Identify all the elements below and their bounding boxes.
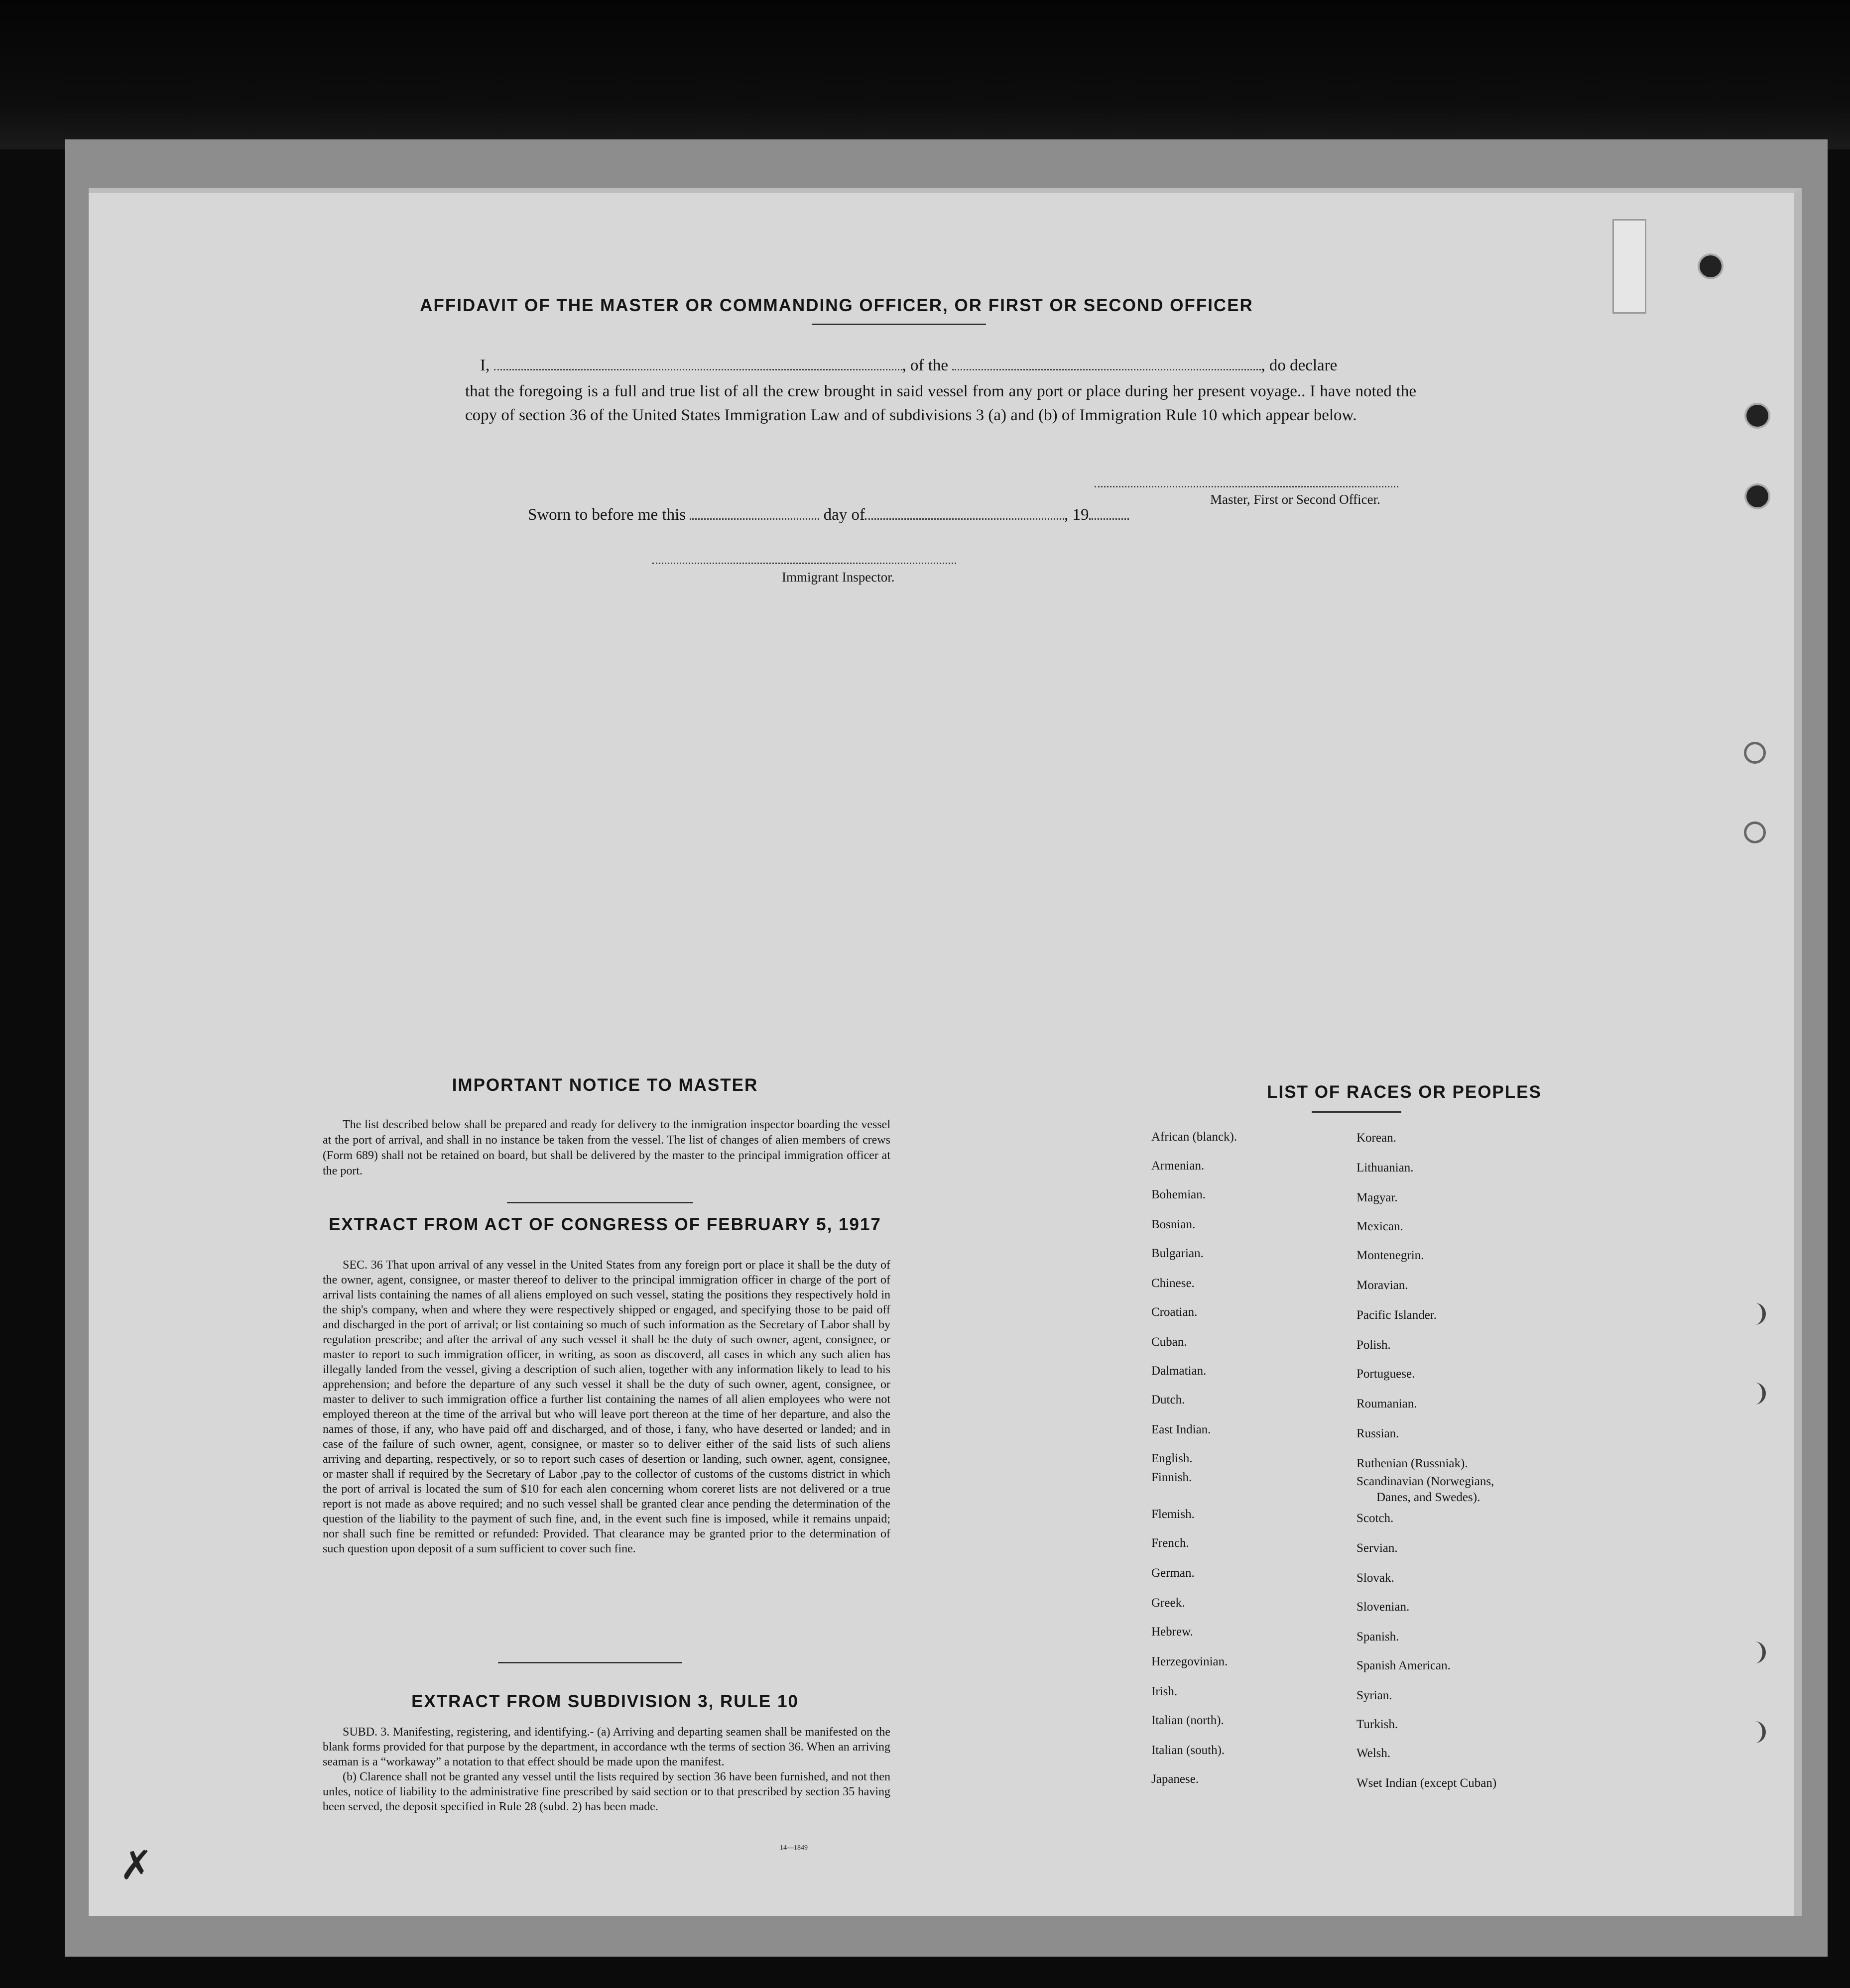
inspector-signature-blank[interactable]: [652, 563, 956, 564]
punch-hole: [1746, 405, 1768, 427]
race-item: Chinese.: [1151, 1277, 1195, 1290]
notice-body: The list described below shall be prepared and ready for delivery to the inmigration inspector boarding the vessel at the port of arrival, and shall in no instance be taken from the vessel. The list of changes of alien members of crews (Form 689) shall not be retained on board, but shall be delivered by the master to the principal immigration officer at the port.: [323, 1118, 890, 1177]
document-sheet: [89, 188, 1802, 1916]
race-item: Bosnian.: [1151, 1218, 1196, 1231]
punch-hole: [1700, 255, 1722, 277]
notice-title: IMPORTANT NOTICE TO MASTER: [452, 1075, 758, 1095]
race-item: Armenian.: [1151, 1159, 1205, 1172]
section-rule: [1312, 1111, 1401, 1113]
race-item: Hebrew.: [1151, 1625, 1193, 1638]
title-rule: [812, 324, 986, 325]
declaration-body: that the foregoing is a full and true list of all the crew brought in said vessel from any port or place during her present voyage.. I have noted the copy of section 36 of the United States Immigration Law and of subdivisions 3 (a) and (b) of Immigration Rule 10 which appear below.: [465, 382, 1416, 424]
sworn-year-blank[interactable]: [1089, 506, 1129, 520]
race-item: Roumanian.: [1357, 1397, 1417, 1410]
declarant-name-blank[interactable]: [494, 357, 902, 370]
vessel-name-blank[interactable]: [952, 357, 1261, 370]
race-item: Bulgarian.: [1151, 1247, 1204, 1260]
rule-extract-title: EXTRACT FROM SUBDIVISION 3, RULE 10: [411, 1692, 799, 1711]
sworn-prefix: Sworn to before me this: [528, 506, 686, 524]
section-rule: [507, 1202, 693, 1203]
race-item: Croatian.: [1151, 1305, 1198, 1319]
race-item: Ruthenian (Russniak).: [1357, 1457, 1468, 1470]
race-item: Scandinavian (Norwegians,: [1357, 1475, 1494, 1488]
sworn-day-blank[interactable]: [690, 506, 819, 520]
section-rule: [498, 1662, 682, 1663]
sworn-line: [528, 503, 1129, 527]
affidavit-title: AFFIDAVIT OF THE MASTER OR COMMANDING OFFICER, OR FIRST OR SECOND OFFICER: [420, 296, 1253, 315]
race-item: Mexican.: [1357, 1220, 1403, 1233]
race-item: Polish.: [1357, 1338, 1391, 1352]
race-item: Lithuanian.: [1357, 1161, 1414, 1174]
inspector-label: Immigrant Inspector.: [782, 570, 895, 585]
race-item: Irish.: [1151, 1685, 1178, 1698]
race-item: Japanese.: [1151, 1772, 1199, 1786]
race-item: East Indian.: [1151, 1423, 1211, 1436]
sworn-mid: day of: [823, 506, 865, 524]
signature-blank[interactable]: [1095, 486, 1398, 487]
scan-background: [0, 0, 1850, 149]
race-item: Scotch.: [1357, 1512, 1394, 1525]
race-item: Finnish.: [1151, 1471, 1192, 1484]
race-item: Flemish.: [1151, 1508, 1195, 1521]
punch-hole: [1744, 1303, 1766, 1325]
punch-hole: [1744, 1383, 1766, 1404]
race-item: Russian.: [1357, 1427, 1399, 1440]
act-extract-body: SEC. 36 That upon arrival of any vessel in the United States from any foreign port or place it shall be the duty of the owner, agent, consignee, or master thereof to deliver to the principal immigration officer in charge of the port of arrival lists containing the names of all aliens employed on such vessel, stating the positions they respectively hold in the ship's company, when and where they were respectively shipped or engaged, and specifying those to be paid off and discharged in the port of arrival; or list containing so much of such information as the Secretary of Labor shall by regulation prescribe; and after the arrival of any such vessel it shall be the duty of such owner, agent, consignee, or master to report to such immigration officer, in writing, as soon as discoverd, all cases in which any such alien has illegally landed from the vessel, giving a description of such alien, together with any information likely to lead to his apprehension; and before the departure of any such vessel it shall be the duty of such owner, agent, consignee, or master to deliver to such immigration office a further list containing the names of all alien employees who were not employed thereon at the time of the arrival but who will leave port thereon at the time of her departure, and also the names of those, if any, who have paid off and discharged, and of those, i fany, who have deserted or landed; and in case of the failure of such owner, agent, consignee, or master so to deliver either of the said lists of such aliens arriving and departing, respectively, or so to report such cases of desertion or landing, such owner, agent, consignee, or master shall if required by the Secretary of Labor ,pay to the collector of customs of the customs district in which the port of arrival is located the sum of $10 for each alen concerning whom coreret lists are not delivered or a true report is not made as above required; and no such vessel shall be granted clear ance pending the determination of the question of the liability to the payment of such fine, and, in the event such fine is imposed, while it remains unpaid; nor shall such fine be remitted or refunded: Provided. That clearance may be granted prior to the determination of such question upon deposit of a sum sufficient to cover such fine.: [323, 1259, 890, 1555]
punch-hole: [1744, 742, 1766, 764]
punch-hole: [1746, 485, 1768, 507]
handwritten-mark: ✗: [120, 1842, 153, 1888]
race-item: Syrian.: [1357, 1689, 1392, 1702]
race-item: Italian (north).: [1151, 1714, 1224, 1727]
race-item: Turkish.: [1357, 1718, 1398, 1731]
race-item: Slovak.: [1357, 1571, 1394, 1585]
act-extract-title: EXTRACT FROM ACT OF CONGRESS OF FEBRUARY 5, 1917: [329, 1215, 881, 1234]
rule-paragraph-b: (b) Clarence shall not be granted any vessel until the lists required by section 36 have been furnished, and not then unles, notice of liability to the administrative fine prescribed by said section or to that prescribed by section 35 having been served, the deposit specified in Rule 28 (subd. 2) has been made.: [323, 1770, 890, 1813]
race-item: Spanish.: [1357, 1630, 1399, 1643]
race-item: Dalmatian.: [1151, 1364, 1207, 1378]
race-item: Bohemian.: [1151, 1188, 1206, 1201]
declarant-suffix: , do declare: [1261, 356, 1338, 374]
rule-extract-body: [323, 1725, 890, 1814]
race-item: Wset Indian (except Cuban): [1357, 1776, 1497, 1790]
sworn-year-prefix: , 19: [1064, 506, 1089, 524]
declarant-prefix: I,: [480, 356, 490, 374]
declaration-line: [480, 353, 1416, 377]
signature-label: Master, First or Second Officer.: [1210, 492, 1380, 507]
race-item: Dutch.: [1151, 1393, 1185, 1406]
form-number: 14—1849: [780, 1844, 808, 1852]
race-item: African (blanck).: [1151, 1130, 1237, 1144]
race-item: Spanish American.: [1357, 1659, 1451, 1672]
race-item: Herzegovinian.: [1151, 1655, 1228, 1668]
sworn-month-blank[interactable]: [865, 506, 1064, 520]
race-item: Italian (south).: [1151, 1744, 1225, 1757]
rule-paragraph-a: SUBD. 3. Manifesting, registering, and identifying.- (a) Arriving and departing seamen shall be manifested on the blank forms provided for that purpose by the department, in accordance wth the terms of section 36. When an arriving seaman is a “workaway” a notation to that effect should be made upon the manifest.: [323, 1726, 890, 1768]
race-item: Korean.: [1357, 1131, 1396, 1145]
race-item: Magyar.: [1357, 1191, 1398, 1204]
race-item: Greek.: [1151, 1596, 1185, 1610]
race-item: Servian.: [1357, 1541, 1398, 1555]
race-item: Pacific Islander.: [1357, 1308, 1437, 1322]
punch-hole: [1744, 1641, 1766, 1663]
race-item: Montenegrin.: [1357, 1249, 1424, 1262]
race-item: French.: [1151, 1536, 1189, 1550]
race-item: Slovenian.: [1357, 1600, 1410, 1614]
race-item: German.: [1151, 1566, 1195, 1580]
declarant-mid: , of the: [902, 356, 949, 374]
race-item: Moravian.: [1357, 1279, 1408, 1292]
race-item: Cuban.: [1151, 1335, 1187, 1349]
race-item: Portuguese.: [1357, 1367, 1415, 1381]
race-item: Welsh.: [1357, 1747, 1391, 1760]
race-item: Danes, and Swedes).: [1376, 1491, 1480, 1504]
race-item: English.: [1151, 1452, 1193, 1465]
races-title: LIST OF RACES OR PEOPLES: [1267, 1082, 1542, 1102]
punch-hole: [1744, 1721, 1766, 1743]
punch-hole: [1744, 821, 1766, 843]
binder-tab: [1612, 219, 1646, 314]
